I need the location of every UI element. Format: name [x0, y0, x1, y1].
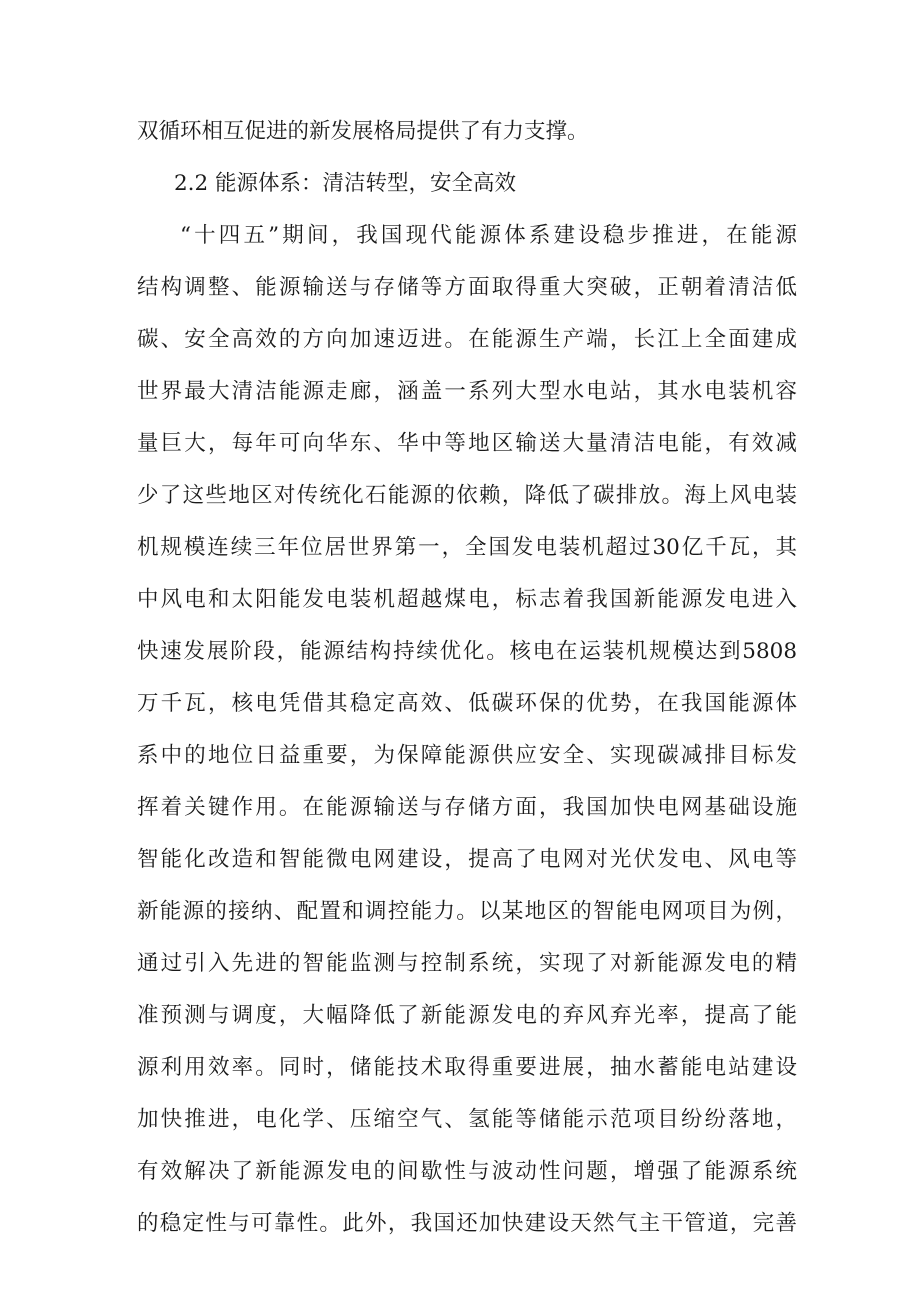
- paragraph-line: 源利用效率。同时，储能技术取得重要进展，抽水蓄能电站建设: [137, 1055, 797, 1080]
- paragraph-line: 万千瓦，核电凭借其稳定高效、低碳环保的优势，在我国能源体: [137, 691, 797, 716]
- paragraph-line: 有效解决了新能源发电的间歇性与波动性问题，增强了能源系统: [137, 1159, 797, 1184]
- paragraph-line: 碳、安全高效的方向加速迈进。在能源生产端，长江上全面建成: [137, 327, 797, 352]
- paragraph-line: “十四五”期间，我国现代能源体系建设稳步推进，在能源: [180, 223, 797, 248]
- paragraph-line: 少了这些地区对传统化石能源的依赖，降低了碳排放。海上风电装: [137, 483, 797, 508]
- section-heading: 2.2 能源体系：清洁转型，安全高效: [174, 171, 517, 196]
- paragraph-line: 双循环相互促进的新发展格局提供了有力支撑。: [137, 119, 589, 144]
- paragraph-line: 结构调整、能源输送与存储等方面取得重大突破，正朝着清洁低: [137, 275, 797, 300]
- paragraph-line: 挥着关键作用。在能源输送与存储方面，我国加快电网基础设施: [137, 795, 797, 820]
- paragraph-line: 量巨大，每年可向华东、华中等地区输送大量清洁电能，有效减: [137, 431, 797, 456]
- paragraph-line: 的稳定性与可靠性。此外，我国还加快建设天然气主干管道，完善: [137, 1211, 797, 1236]
- paragraph-line: 系中的地位日益重要，为保障能源供应安全、实现碳减排目标发: [137, 743, 797, 768]
- paragraph-line: 准预测与调度，大幅降低了新能源发电的弃风弃光率，提高了能: [137, 1003, 797, 1028]
- paragraph-line: 新能源的接纳、配置和调控能力。以某地区的智能电网项目为例，: [137, 899, 797, 924]
- paragraph-line: 通过引入先进的智能监测与控制系统，实现了对新能源发电的精: [137, 951, 797, 976]
- paragraph-line: 智能化改造和智能微电网建设，提高了电网对光伏发电、风电等: [137, 847, 797, 872]
- paragraph-line: 世界最大清洁能源走廊，涵盖一系列大型水电站，其水电装机容: [137, 379, 797, 404]
- paragraph-line: 中风电和太阳能发电装机超越煤电，标志着我国新能源发电进入: [137, 587, 797, 612]
- paragraph-line: 加快推进，电化学、压缩空气、氢能等储能示范项目纷纷落地，: [137, 1107, 797, 1132]
- body-text: [137, 106, 797, 1250]
- paragraph-line: 机规模连续三年位居世界第一，全国发电装机超过30亿千瓦，其: [137, 535, 797, 560]
- paragraph-line: 快速发展阶段，能源结构持续优化。核电在运装机规模达到5808: [137, 639, 797, 664]
